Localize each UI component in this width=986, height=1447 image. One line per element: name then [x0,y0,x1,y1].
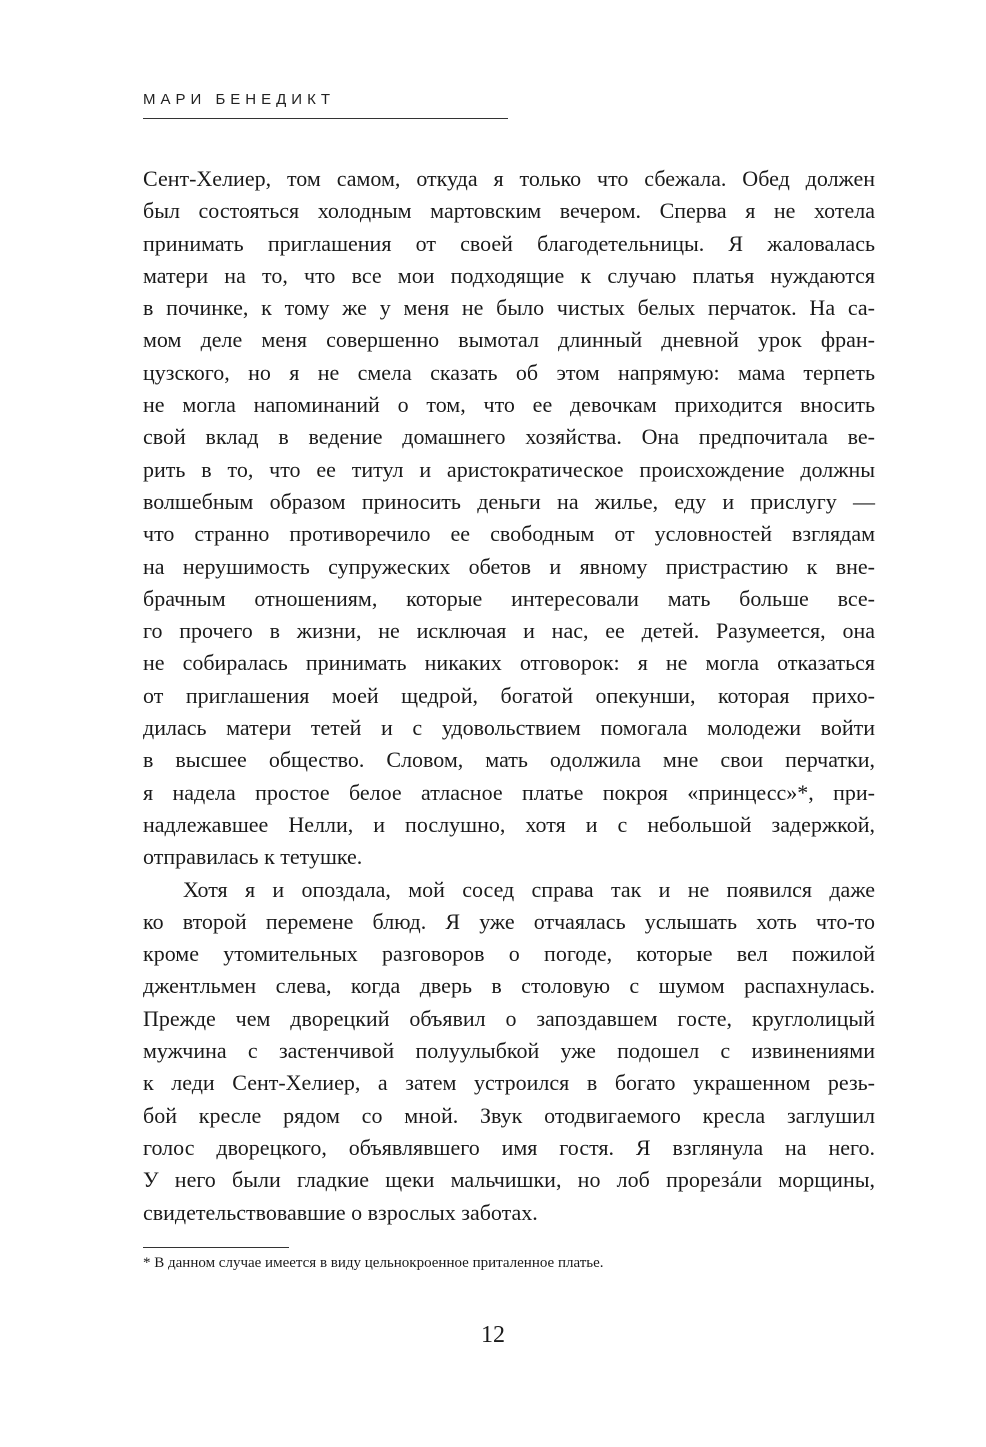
text-line: на нерушимость супружеских обетов и явному пристрастию к вне- [143,553,875,579]
text-line: принимать приглашения от своей благодетельницы. Я жаловалась [143,230,875,256]
text-line: надлежавшее Нелли, и послушно, хотя и с небольшой задержкой, [143,811,875,837]
text-line: Сент-Хелиер, том самом, откуда я только что сбежала. Обед должен [143,166,875,191]
text-line: свидетельствовавшие о взрослых заботах. [143,1199,538,1225]
text-line: был состояться холодным мартовским вечером. Сперва я не хотела [143,198,875,224]
text-line: что странно противоречило ее свободным от условностей взглядам [143,521,875,547]
text-line: свой вклад в ведение домашнего хозяйства. Она предпочитала ве- [143,424,875,450]
text-line: ко второй перемене блюд. Я уже отчаялась услышать хоть что-то [143,908,875,934]
text-line: не собиралась принимать никаких отговорок: я не могла отказаться [143,650,875,676]
text-line: рить в то, что ее титул и аристократическое происхождение должны [143,456,875,482]
text-line: от приглашения моей щедрой, богатой опекунши, которая прихо- [143,682,875,708]
text-line: мом деле меня совершенно вымотал длинный дневной урок фран- [143,327,875,353]
text-line: в высшее общество. Словом, мать одолжила мне свои перчатки, [143,747,875,773]
text-line: Хотя я и опоздала, мой сосед справа так и не появился даже [183,876,875,902]
header-rule [143,118,508,119]
text-line: не могла напоминаний о том, что ее девочкам приходится вносить [143,392,875,418]
text-line: отправилась к тетушке. [143,844,363,870]
text-line: го прочего в жизни, не исключая и нас, ее детей. Разумеется, она [143,618,875,644]
text-line: в починке, к тому же у меня не было чистых белых перчаток. На са- [143,295,875,321]
text-line: брачным отношениям, которые интересовали мать больше все- [143,585,875,611]
text-line: цузского, но я не смела сказать об этом напрямую: мама терпеть [143,359,875,385]
page-number: 12 [481,1322,505,1348]
text-line: У него были гладкие щеки мальчишки, но лоб прорезáли морщины, [143,1167,875,1193]
text-line: джентльмен слева, когда дверь в столовую с шумом распахнулась. [143,973,875,999]
footnote: * В данном случае имеется в виду цельнокроенное приталенное платье. [143,1255,604,1271]
text-line: бой кресле рядом со мной. Звук отодвигаемого кресла заглушил [143,1102,875,1128]
text-line: дилась матери тетей и с удовольствием помогала молодежи войти [143,715,875,741]
body-text [143,163,875,1229]
text-line: голос дворецкого, объявлявшего имя гостя. Я взглянула на него. [143,1134,875,1160]
text-line: волшебным образом приносить деньги на жилье, еду и прислугу — [143,488,875,514]
text-line: Прежде чем дворецкий объявил о запоздавшем госте, круглолицый [143,1005,875,1031]
footnote-rule [143,1247,289,1248]
text-line: кроме утомительных разговоров о погоде, которые вел пожилой [143,941,875,967]
text-line: матери на то, что все мои подходящие к случаю платья нуждаются [143,262,875,288]
text-line: я надела простое белое атласное платье покроя «принцесс»*, при- [143,779,875,805]
text-line: к леди Сент-Хелиер, а затем устроился в богато украшенном резь- [143,1070,875,1096]
running-head: МАРИ БЕНЕДИКТ [143,91,335,108]
text-line: мужчина с застенчивой полуулыбкой уже подошел с извинениями [143,1038,875,1064]
